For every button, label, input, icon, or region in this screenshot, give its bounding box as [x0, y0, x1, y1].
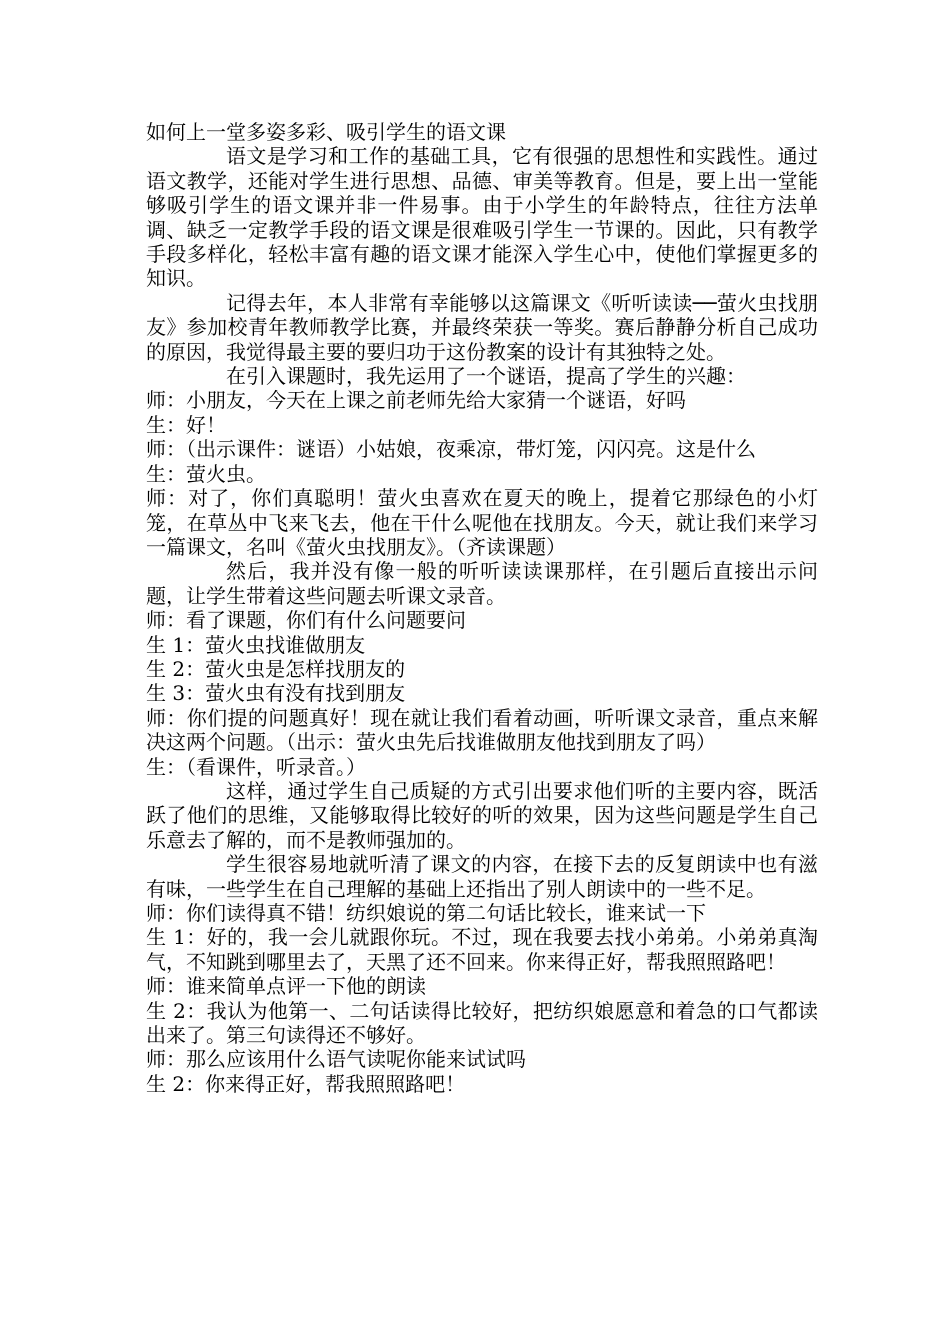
dialogue-line: 生 1：好的，我一会儿就跟你玩。不过，现在我要去找小弟弟。小弟弟真淘气，不知跳到哪里去了，天黑了还不回来。你来得正好，帮我照照路吧！: [146, 925, 818, 974]
dialogue-line: 师：小朋友，今天在上课之前老师先给大家猜一个谜语，好吗: [146, 388, 686, 413]
dialogue-line: 师：你们读得真不错！纺织娘说的第二句话比较长，谁来试一下: [146, 901, 706, 925]
body-paragraph: 这样，通过学生自己质疑的方式引出要求他们听的主要内容，既活跃了他们的思维，又能够取得比较好的听的效果，因为这些问题是学生自己乐意去了解的，而不是教师强加的。: [146, 778, 818, 852]
body-paragraph: 在引入课题时，我先运用了一个谜语，提高了学生的兴趣：: [226, 364, 746, 389]
body-paragraph: 记得去年，本人非常有幸能够以这篇课文《听听读读──萤火虫找朋友》参加校青年教师教学比赛，并最终荣获一等奖。赛后静静分析自己成功的原因，我觉得最主要的要归功于这份教案的设计有其独特之处。: [146, 290, 818, 364]
document-page: [146, 120, 818, 1096]
dialogue-line: 师：那么应该用什么语气读呢你能来试试吗: [146, 1047, 526, 1072]
dialogue-line: 生 2：你来得正好，帮我照照路吧！: [146, 1071, 466, 1096]
dialogue-line: 生 3：萤火虫有没有找到朋友: [146, 681, 406, 706]
dialogue-line: 生：萤火虫。: [146, 461, 266, 486]
body-paragraph: 然后，我并没有像一般的听听读读课那样，在引题后直接出示问题，让学生带着这些问题去听课文录音。: [146, 559, 818, 608]
dialogue-line: 师：你们提的问题真好！现在就让我们看着动画，听听课文录音，重点来解决这两个问题。（出示：萤火虫先后找谁做朋友他找到朋友了吗）: [146, 705, 818, 755]
dialogue-line: 生 2：萤火虫是怎样找朋友的: [146, 656, 406, 681]
document-body: [146, 144, 818, 1096]
dialogue-line: 生：好！: [146, 412, 226, 437]
body-paragraph: 学生很容易地就听清了课文的内容，在接下去的反复朗读中也有滋有味，一些学生在自己理解的基础上还指出了别人朗读中的一些不足。: [146, 852, 818, 901]
dialogue-line: 师：对了，你们真聪明！萤火虫喜欢在夏天的晚上，提着它那绿色的小灯笼，在草丛中飞来飞去，他在干什么呢他在找朋友。今天，就让我们来学习一篇课文，名叫《萤火虫找朋友》。（齐读课题）: [146, 486, 818, 559]
dialogue-line: 生：（看课件，听录音。）: [146, 754, 366, 779]
dialogue-line: 生 2：我认为他第一、二句话读得比较好，把纺织娘愿意和着急的口气都读出来了。第三句读得还不够好。: [146, 998, 818, 1048]
dialogue-line: 师：看了课题，你们有什么问题要问: [146, 608, 466, 633]
body-paragraph: 语文是学习和工作的基础工具，它有很强的思想性和实践性。通过语文教学，还能对学生进行思想、品德、审美等教育。但是，要上出一堂能够吸引学生的语文课并非一件易事。由于小学生的年龄特点，往往方法单调、缺乏一定教学手段的语文课是很难吸引学生一节课的。因此，只有教学手段多样化，轻松丰富有趣的语文课才能深入学生心中，使他们掌握更多的知识。: [146, 144, 818, 291]
dialogue-line: 师：（出示课件：谜语）小姑娘，夜乘凉，带灯笼，闪闪亮。这是什么: [146, 437, 756, 462]
document-title: 如何上一堂多姿多彩、吸引学生的语文课: [146, 120, 506, 144]
dialogue-line: 师：谁来简单点评一下他的朗读: [146, 974, 426, 999]
dialogue-line: 生 1：萤火虫找谁做朋友: [146, 632, 366, 657]
